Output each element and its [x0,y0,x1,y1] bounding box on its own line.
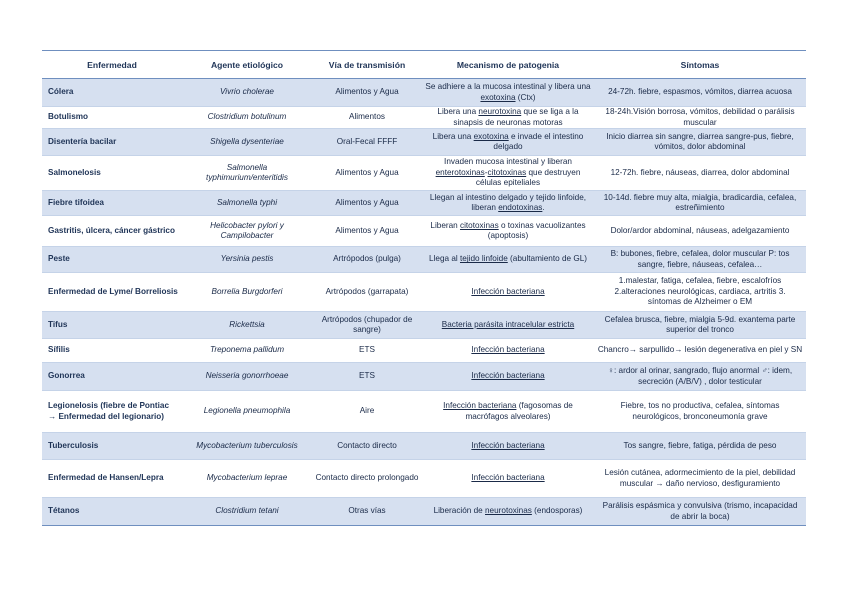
symptoms: Inicio diarrea sin sangre, diarrea sangre-pus, fiebre, vómitos, dolor abdominal [594,129,806,156]
disease-name: Fiebre tifoidea [42,191,182,216]
symptoms: 12-72h. fiebre, náuseas, diarrea, dolor abdominal [594,156,806,191]
transmission-route: Artrópodos (garrapata) [312,273,422,312]
mechanism-text: (endosporas) [531,506,583,516]
etiologic-agent: Clostridium tetani [182,498,312,526]
underlined-term: Infección bacteriana [471,473,545,483]
disease-name: Enfermedad de Hansen/Lepra [42,460,182,498]
mechanism-text: e invade el intestino delgado [493,131,584,152]
disease-name: Salmonelosis [42,156,182,191]
table-row [42,156,806,191]
table-row [42,460,806,498]
mechanism-text: (abultamiento de GL) [507,254,587,264]
mechanism-text: Se adhiere a la mucosa intestinal y libera una [425,81,591,91]
underlined-term: endotoxinas [498,203,543,213]
mechanism-text: Invaden mucosa intestinal y liberan [444,157,572,167]
disease-name: Gastritis, úlcera, cáncer gástrico [42,216,182,247]
symptoms: Fiebre, tos no productiva, cefalea, síntomas neurológicos, bronconeumonía grave [594,391,806,433]
symptoms: Dolor/ardor abdominal, náuseas, adelgazamiento [594,216,806,247]
underlined-term: citotoxinas [459,220,499,230]
symptoms: Lesión cutánea, adormecimiento de la piel, debilidad muscular → daño nervioso, desfiguramiento [594,460,806,498]
table-row [42,339,806,363]
symptoms: Tos sangre, fiebre, fatiga, pérdida de peso [594,433,806,460]
header-agente: Agente etiológico [182,51,312,79]
disease-name: Botulismo [42,107,182,129]
underlined-term: neurotoxinas [485,506,532,516]
etiologic-agent: Legionella pneumophila [182,391,312,433]
underlined-term: exotoxina [480,92,516,102]
mechanism-text: Libera una [432,131,474,141]
pathogenesis-mechanism [422,216,594,247]
pathogenesis-mechanism [422,191,594,216]
mechanism-text: Llega al [429,254,460,264]
pathogenesis-mechanism [422,247,594,273]
table-row [42,363,806,391]
etiologic-agent: Neisseria gonorrhoeae [182,363,312,391]
disease-name: Tuberculosis [42,433,182,460]
etiologic-agent: Helicobacter pylori y Campilobacter [182,216,312,247]
transmission-route: Alimentos [312,107,422,129]
underlined-term: citotoxinas [487,167,527,177]
pathogenesis-mechanism [422,273,594,312]
transmission-route: Otras vías [312,498,422,526]
pathogenesis-mechanism [422,79,594,107]
disease-table-sheet [42,50,806,526]
transmission-route: ETS [312,363,422,391]
disease-name: Tifus [42,312,182,339]
pathogenesis-mechanism [422,363,594,391]
transmission-route: Artrópodos (pulga) [312,247,422,273]
etiologic-agent: Clostridium botulinum [182,107,312,129]
disease-name: Enfermedad de Lyme/ Borreliosis [42,273,182,312]
underlined-term: Infección bacteriana [471,345,545,355]
transmission-route: Alimentos y Agua [312,216,422,247]
mechanism-text: o toxinas vacuolizantes (apoptosis) [487,220,586,241]
pathogenesis-mechanism [422,156,594,191]
disease-name: Tétanos [42,498,182,526]
etiologic-agent: Borrelia Burgdorferi [182,273,312,312]
etiologic-agent: Vivrio cholerae [182,79,312,107]
etiologic-agent: Mycobacterium tuberculosis [182,433,312,460]
symptoms: B: bubones, fiebre, cefalea, dolor muscular P: tos sangre, fiebre, náuseas, cefalea… [594,247,806,273]
symptoms: 1.malestar, fatiga, cefalea, fiebre, escalofríos 2.alteraciones neurológicas, cardiaca, artritis 3. síntomas de Alzheimer o EM [594,273,806,312]
symptoms: ♀: ardor al orinar, sangrado, flujo anormal ♂: idem, secreción (A/B/V) , dolor testicular [594,363,806,391]
pathogenesis-mechanism [422,107,594,129]
mechanism-text: (fagosomas de macrófagos alveolares) [465,401,573,421]
table-row [42,79,806,107]
underlined-term: neurotoxina [478,107,522,116]
table-row [42,216,806,247]
etiologic-agent: Mycobacterium leprae [182,460,312,498]
transmission-route: Alimentos y Agua [312,156,422,191]
underlined-term: Infección bacteriana [471,440,545,450]
transmission-route: Alimentos y Agua [312,191,422,216]
header-mecanismo: Mecanismo de patogenia [422,51,594,79]
mechanism-text: que se liga a la sinapsis de neuronas motoras [453,107,579,127]
transmission-route: ETS [312,339,422,363]
underlined-term: exotoxina [473,131,509,141]
underlined-term: Infección bacteriana [471,371,545,381]
mechanism-text: que destruyen células epiteliales [475,167,581,188]
symptoms: Parálisis espásmica y convulsiva (trismo, incapacidad de abrir la boca) [594,498,806,526]
disease-name: Disentería bacilar [42,129,182,156]
disease-name: Legionelosis (fiebre de Pontiac → Enfermedad del legionario) [42,391,182,433]
disease-table [42,50,806,526]
etiologic-agent: Shigella dysenteriae [182,129,312,156]
etiologic-agent: Rickettsia [182,312,312,339]
mechanism-text: Libera una [437,107,479,116]
mechanism-text: - [484,167,488,177]
underlined-term: tejido linfoide [459,254,508,264]
disease-name: Peste [42,247,182,273]
mechanism-text: Llegan al intestino delgado y tejido linfoide, liberan [429,192,587,213]
mechanism-text: (Ctx) [515,92,536,102]
disease-name: Sífilis [42,339,182,363]
symptoms: 10-14d. fiebre muy alta, mialgia, bradicardia, cefalea, estreñimiento [594,191,806,216]
etiologic-agent: Salmonella typhimurium/enteritidis [182,156,312,191]
mechanism-text: . [542,203,545,213]
disease-name: Gonorrea [42,363,182,391]
pathogenesis-mechanism [422,312,594,339]
underlined-term: enterotoxinas [435,167,485,177]
mechanism-text: Liberación de [433,506,485,516]
symptoms: Chancro→ sarpullido→ lesión degenerativa en piel y SN [594,339,806,363]
header-sintomas: Síntomas [594,51,806,79]
pathogenesis-mechanism [422,460,594,498]
etiologic-agent: Yersinia pestis [182,247,312,273]
pathogenesis-mechanism [422,129,594,156]
etiologic-agent: Treponema pallidum [182,339,312,363]
pathogenesis-mechanism [422,498,594,526]
underlined-term: Bacteria parásita intracelular estricta [441,319,575,329]
table-row [42,247,806,273]
table-body [42,79,806,526]
table-row [42,107,806,129]
pathogenesis-mechanism [422,391,594,433]
table-row [42,191,806,216]
disease-name: Cólera [42,79,182,107]
pathogenesis-mechanism [422,433,594,460]
table-row [42,273,806,312]
transmission-route: Oral-Fecal FFFF [312,129,422,156]
header-enfermedad: Enfermedad [42,51,182,79]
transmission-route: Contacto directo prolongado [312,460,422,498]
header-row [42,51,806,79]
underlined-term: Infección bacteriana [471,286,545,296]
header-via: Vía de transmisión [312,51,422,79]
mechanism-text: Liberan [430,220,460,230]
table-row [42,433,806,460]
transmission-route: Contacto directo [312,433,422,460]
etiologic-agent: Salmonella typhi [182,191,312,216]
transmission-route: Artrópodos (chupador de sangre) [312,312,422,339]
table-row [42,498,806,526]
table-row [42,129,806,156]
symptoms: Cefalea brusca, fiebre, mialgia 5-9d. exantema parte superior del tronco [594,312,806,339]
underlined-term: Infección bacteriana [443,401,517,411]
transmission-route: Alimentos y Agua [312,79,422,107]
table-row [42,391,806,433]
symptoms: 24-72h. fiebre, espasmos, vómitos, diarrea acuosa [594,79,806,107]
transmission-route: Aire [312,391,422,433]
symptoms: 18-24h.Visión borrosa, vómitos, debilidad o parálisis muscular [594,107,806,129]
pathogenesis-mechanism [422,339,594,363]
table-row [42,312,806,339]
